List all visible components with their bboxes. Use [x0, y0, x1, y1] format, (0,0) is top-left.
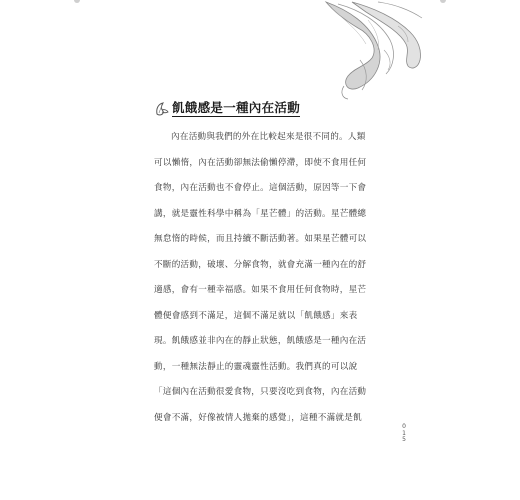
- text-line: 食物，內在活動也不會停止。這個活動，原因等一下會: [154, 183, 367, 193]
- text-line: 適感，會有一種幸福感。如果不食用任何食物時，星芒: [154, 285, 367, 295]
- feather-swirl-ornament-icon: [318, 0, 428, 100]
- text-line: 動，一種無法靜止的靈魂靈性活動。我們真的可以說: [154, 361, 358, 372]
- top-right-mark: [440, 0, 446, 3]
- section-title: 飢餓感是一種內在活動: [172, 100, 301, 115]
- top-left-mark: [74, 0, 80, 3]
- text-line: 「這個內在活動很愛食物，只要沒吃到食物，內在活動: [154, 387, 367, 397]
- text-line: 現。飢餓感並非內在的靜止狀態，飢餓感是一種內在活: [154, 336, 367, 346]
- page-number-digit: 5: [402, 436, 406, 443]
- text-line: 不斷的活動，破壞、分解食物，就會充滿一種內在的舒: [154, 259, 367, 270]
- text-line: 體便會感到不滿足，這個不滿足就以「飢餓感」來表: [154, 310, 358, 321]
- text-line: 內在活動與我們的外在比較起來是很不同的。人類: [171, 132, 366, 142]
- text-line: 便會不滿，好像被情人拋棄的感覺」，這種不滿就是飢: [154, 412, 362, 423]
- leaf-swirl-icon: [154, 101, 170, 117]
- text-line: 可以懶惰，內在活動卻無法偷懶停滯，即使不食用任何: [154, 157, 367, 168]
- page-number-digit: 1: [402, 429, 406, 437]
- body-paragraph: [154, 125, 368, 431]
- section-heading: [154, 100, 300, 118]
- text-line: 講，就是靈性科學中稱為「星芒體」的活動。星芒體總: [154, 208, 367, 219]
- page-number-digit: 0: [402, 423, 406, 430]
- text-line: 無怠惰的時候，而且持續不斷活動著。如果星芒體可以: [154, 234, 367, 244]
- page-number: [401, 424, 407, 444]
